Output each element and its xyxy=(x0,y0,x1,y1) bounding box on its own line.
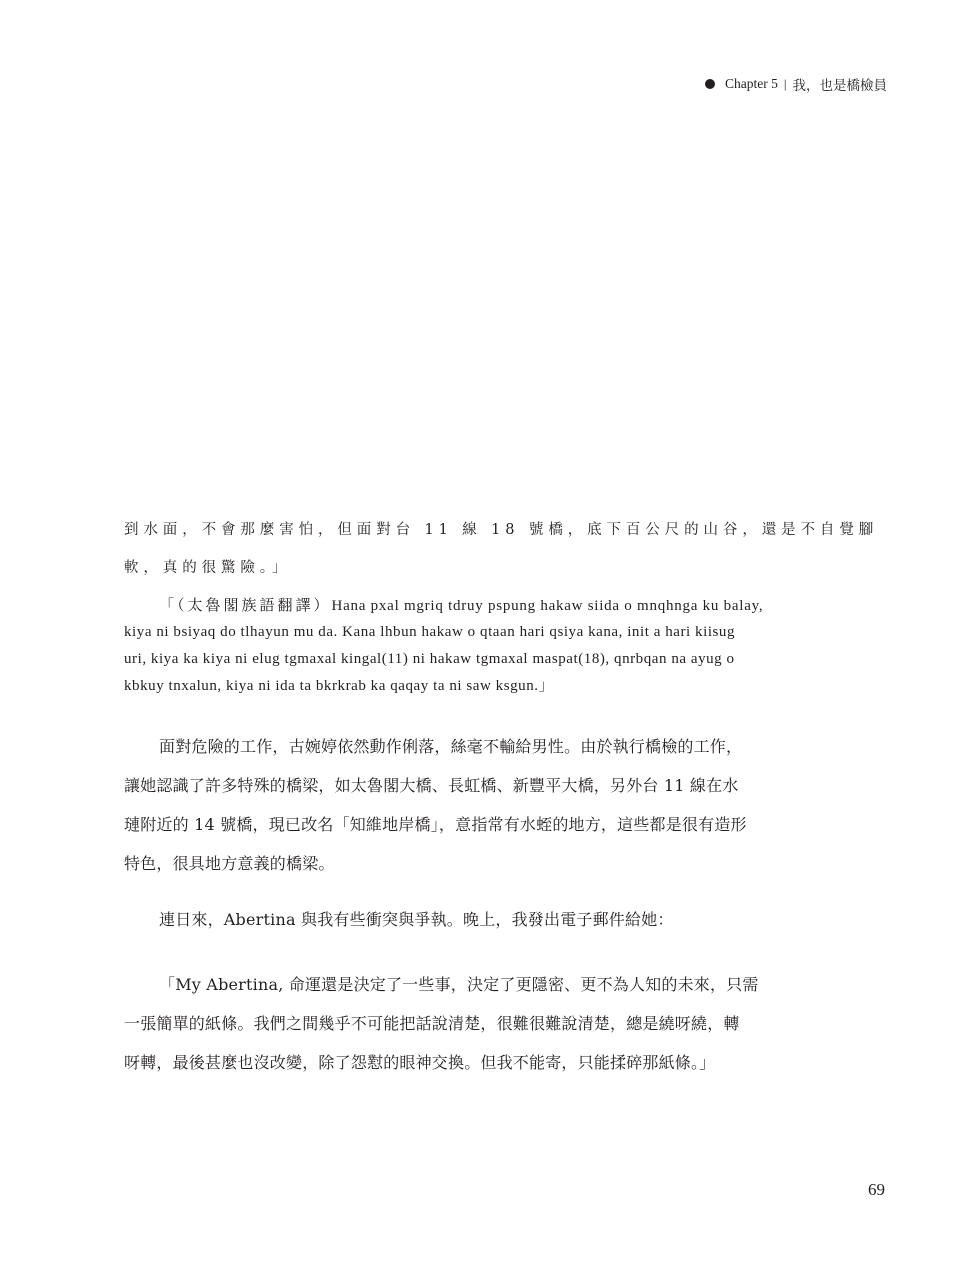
quote-continuation xyxy=(124,511,879,587)
translation-text: Hana pxal mgriq tdruy pspung hakaw siida o mnqhnga ku balay, xyxy=(331,598,764,614)
paragraph xyxy=(124,727,840,883)
text-line: kiya ni bsiyaq do tlhayun mu da. Kana lhbun hakaw o qtaan hari qsiya kana, init a hari kiisug xyxy=(124,624,736,640)
bullet-icon xyxy=(705,79,715,89)
text-line: 軟，真的很驚險。」 xyxy=(124,560,292,576)
text-line xyxy=(124,592,840,619)
text-line: kbkuy tnxalun, kiya ni ida ta bkrkrab ka qaqay ta ni saw ksgun.」 xyxy=(124,678,555,694)
text-line: 一張簡單的紙條。我們之間幾乎不可能把話說清楚，很難很難說清楚，總是繞呀繞，轉 xyxy=(124,1014,740,1033)
text-line: 讓她認識了許多特殊的橋梁，如太魯閣大橋、長虹橋、新豐平大橋，另外台 11 線在水 xyxy=(124,776,739,795)
chapter-title: 我，也是橋檢員 xyxy=(792,78,887,94)
translation-block xyxy=(124,592,840,700)
paragraph xyxy=(124,900,840,939)
chapter-label: Chapter 5 xyxy=(725,76,778,91)
text-line: 特色，很具地方意義的橋梁。 xyxy=(124,854,335,873)
text-line: 「My Abertina, 命運還是決定了一些事，決定了更隱密、更不為人知的未來，只需 xyxy=(159,975,759,994)
translation-prefix: 「（太魯閣族語翻譯） xyxy=(159,596,332,614)
text-line: 連日來，Abertina 與我有些衝突與爭執。晚上，我發出電子郵件給她： xyxy=(159,910,674,929)
text-line: 呀轉，最後甚麼也沒改變，除了怨懟的眼神交換。但我不能寄，只能揉碎那紙條。」 xyxy=(124,1053,716,1072)
text-line: 璉附近的 14 號橋，現已改名「知維地岸橋」，意指常有水蛭的地方，這些都是很有造形 xyxy=(124,815,747,834)
paragraph xyxy=(124,965,840,1082)
text-line: uri, kiya ka kiya ni elug tgmaxal kingal(11) ni hakaw tgmaxal maspat(18), qnrbqan na ayug o xyxy=(124,651,735,667)
text-line: 面對危險的工作，古婉婷依然動作俐落，絲毫不輸給男性。由於執行橋檢的工作， xyxy=(159,737,743,756)
running-header xyxy=(705,74,887,94)
header-separator: | xyxy=(783,76,787,91)
page-number: 69 xyxy=(868,1180,885,1199)
text-line: 到水面，不會那麼害怕，但面對台 11 線 18 號橋，底下百公尺的山谷，還是不自覺腳 xyxy=(124,522,879,538)
